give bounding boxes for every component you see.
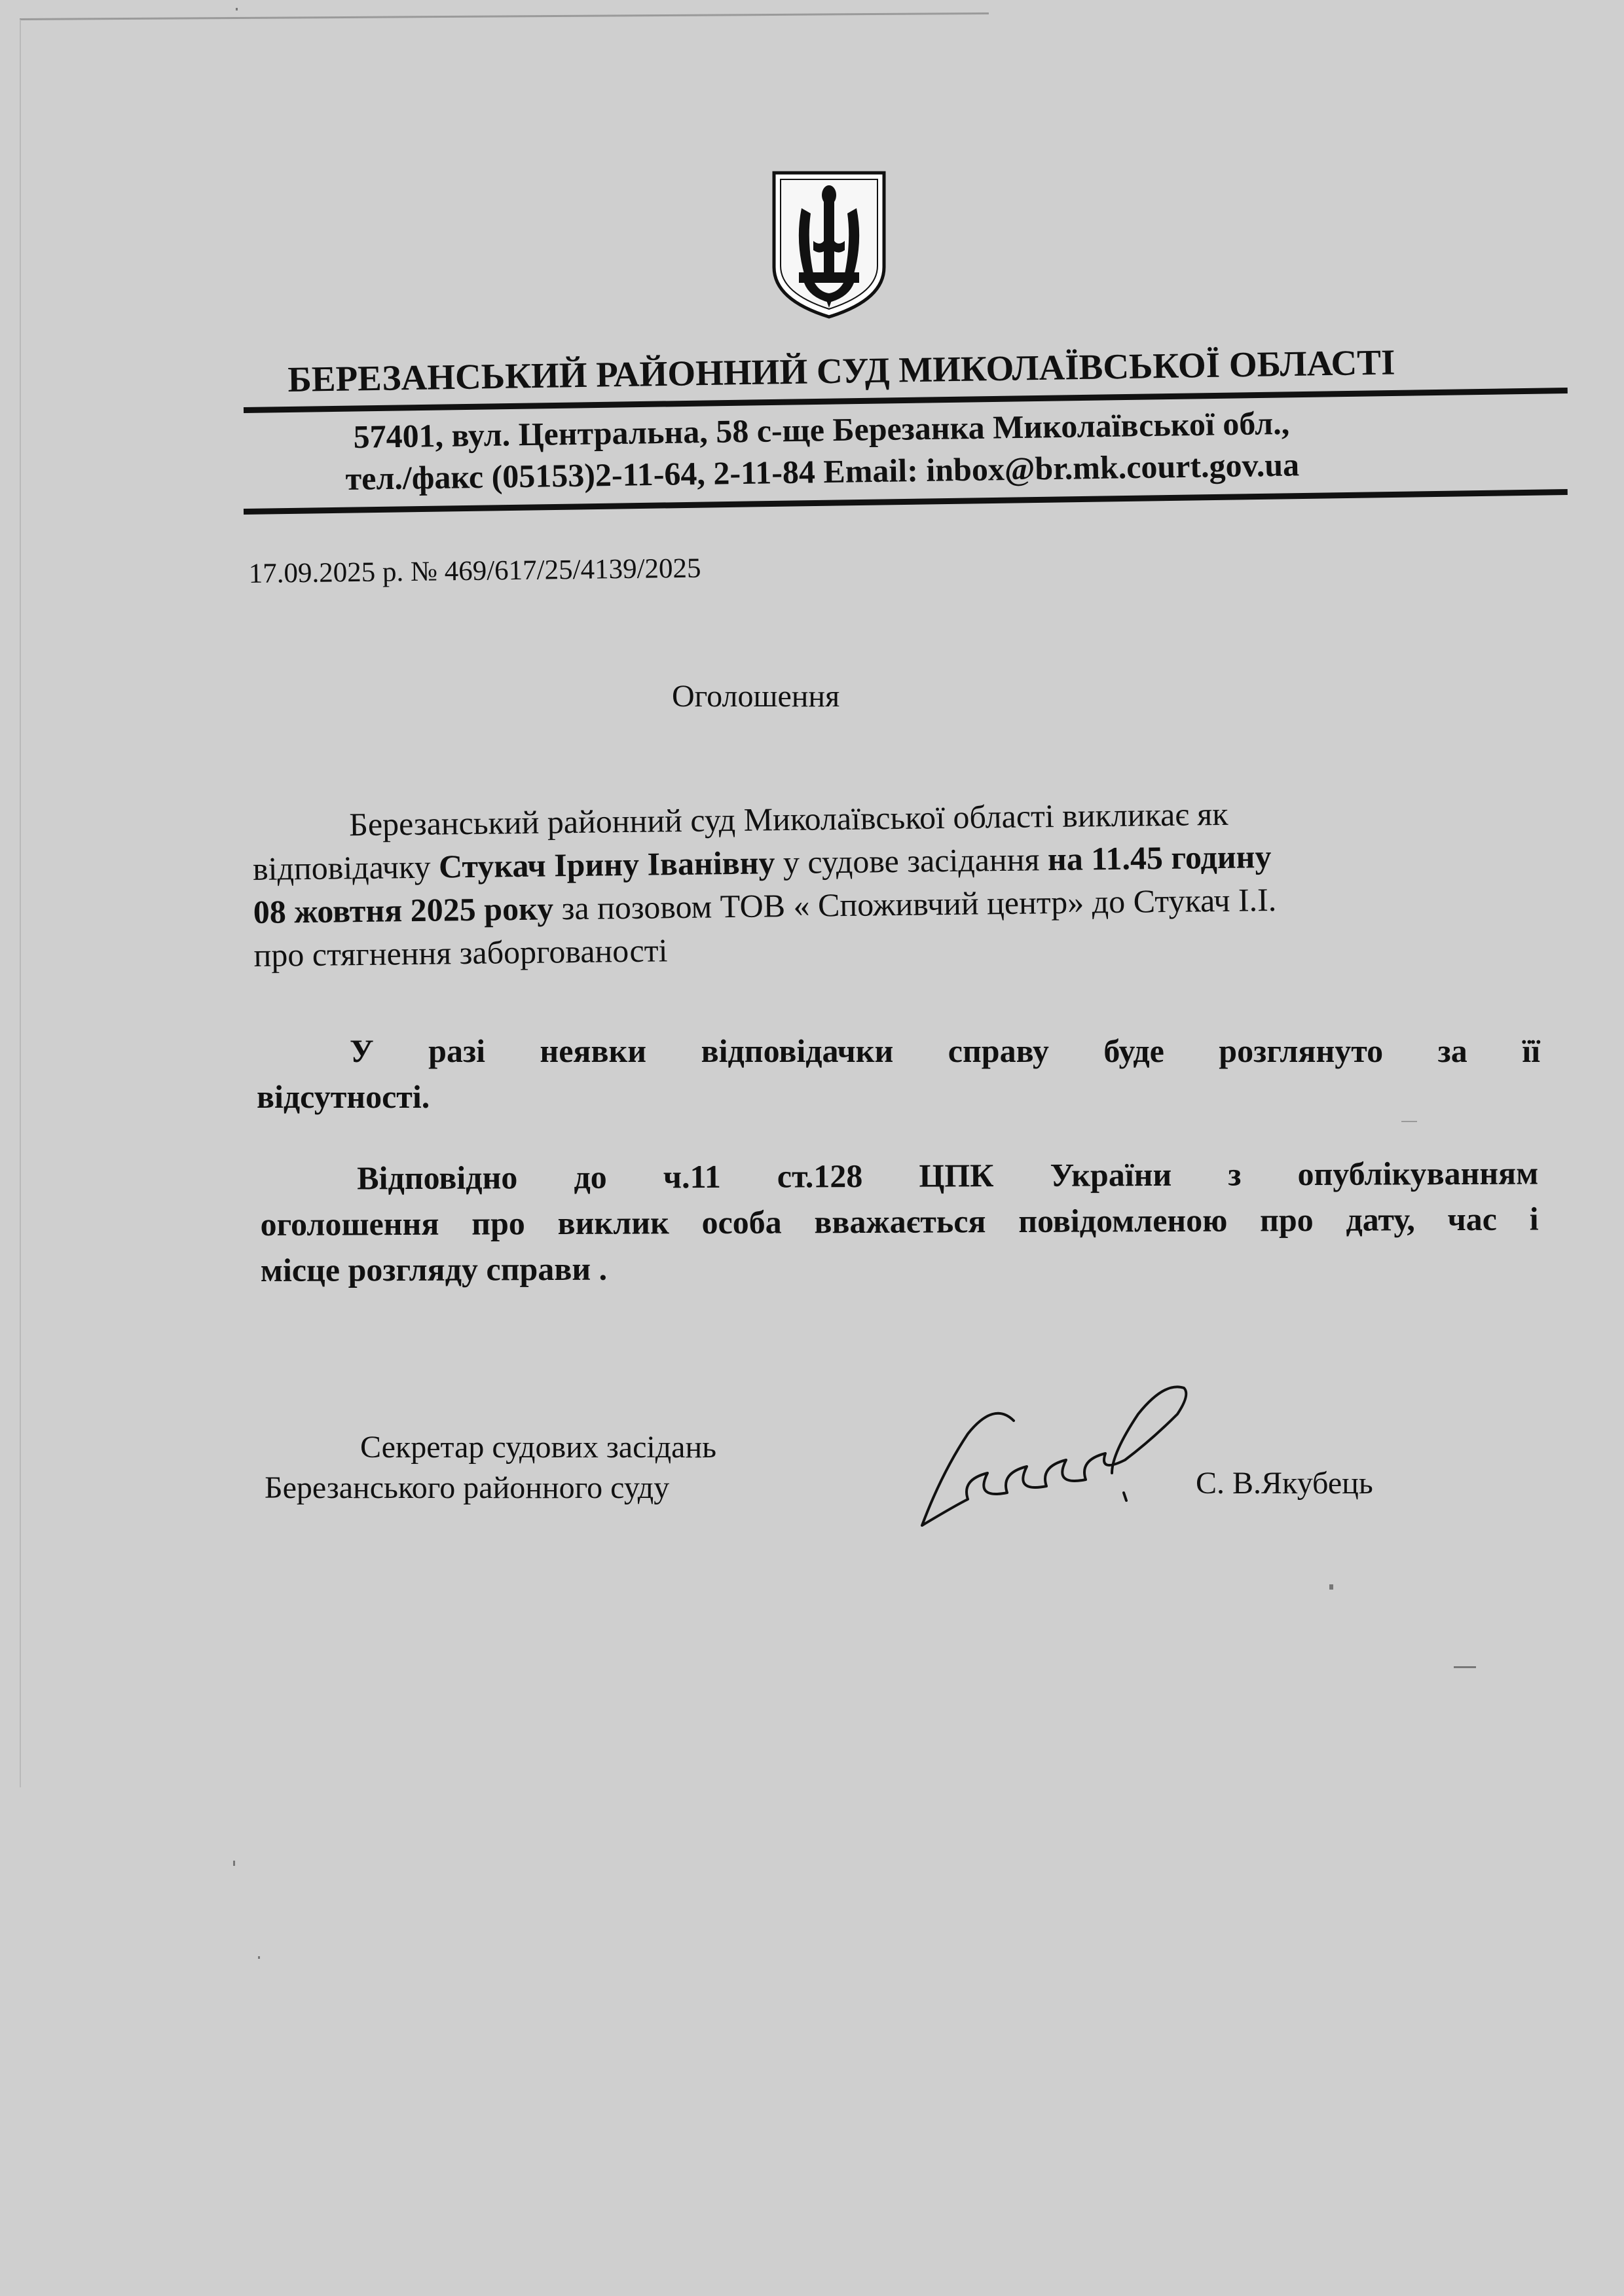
document-heading: Оголошення	[672, 679, 840, 714]
document-reference: 17.09.2025 р. № 469/617/25/4139/2025	[248, 553, 701, 590]
paragraph-summons	[252, 788, 1538, 977]
paragraph-line: Березанський районний суд Миколаївської області викликає як	[348, 795, 1228, 843]
position-line: Березанського районного суду	[265, 1470, 670, 1505]
paragraph-absence	[257, 1028, 1540, 1120]
paragraph-legal-basis	[260, 1150, 1539, 1293]
paragraph-line: про стягнення заборгованості	[253, 932, 668, 974]
scan-speck	[1329, 1584, 1333, 1590]
hearing-date: 08 жовтня 2025 року	[253, 890, 554, 931]
text-run: відповідачку	[252, 848, 439, 888]
paragraph-line: відсутності.	[257, 1078, 430, 1115]
scan-speck	[1454, 1666, 1476, 1668]
court-name: БЕРЕЗАНСЬКИЙ РАЙОННИЙ СУД МИКОЛАЇВСЬКОЇ ОБЛАСТІ	[287, 342, 1395, 400]
scan-speck	[233, 1861, 235, 1866]
coat-of-arms-icon	[770, 169, 888, 321]
court-address: 57401, вул. Центральна, 58 с-ще Березанка Миколаївської обл.,	[353, 404, 1290, 456]
text-run: за позовом ТОВ « Споживчий центр» до Стукач І.І.	[553, 881, 1277, 927]
signatory-position	[265, 1427, 716, 1508]
page-edge-left	[20, 20, 21, 1787]
paragraph-line: оголошення про виклик особа вважається повідомленою про дату, час і	[260, 1200, 1539, 1243]
paragraph-line: місце розгляду справи .	[260, 1250, 608, 1289]
signatory-name: С. В.Якубець	[1196, 1466, 1373, 1501]
page-edge-top	[20, 12, 989, 20]
handwritten-signature	[915, 1375, 1197, 1532]
text-run: у судове засідання	[775, 841, 1048, 881]
court-contacts: тел./факс (05153)2-11-64, 2-11-84 Email: inbox@br.mk.court.gov.ua	[345, 446, 1300, 498]
paragraph-line	[260, 1150, 1538, 1201]
scan-speck	[236, 8, 238, 10]
text-run: Відповідно до ч.11 ст.128 ЦПК України з опублікуванням	[357, 1154, 1539, 1197]
scan-speck	[258, 1956, 260, 1959]
position-line: Секретар судових засідань	[360, 1430, 717, 1465]
hearing-time: на 11.45 годину	[1047, 838, 1272, 878]
text-run: У разі неявки відповідачки справу буде розглянуто за її	[350, 1032, 1540, 1069]
scan-speck	[1401, 1121, 1417, 1122]
defendant-name: Стукач Ірину Іванівну	[438, 844, 775, 885]
paragraph-line	[257, 1028, 1540, 1074]
